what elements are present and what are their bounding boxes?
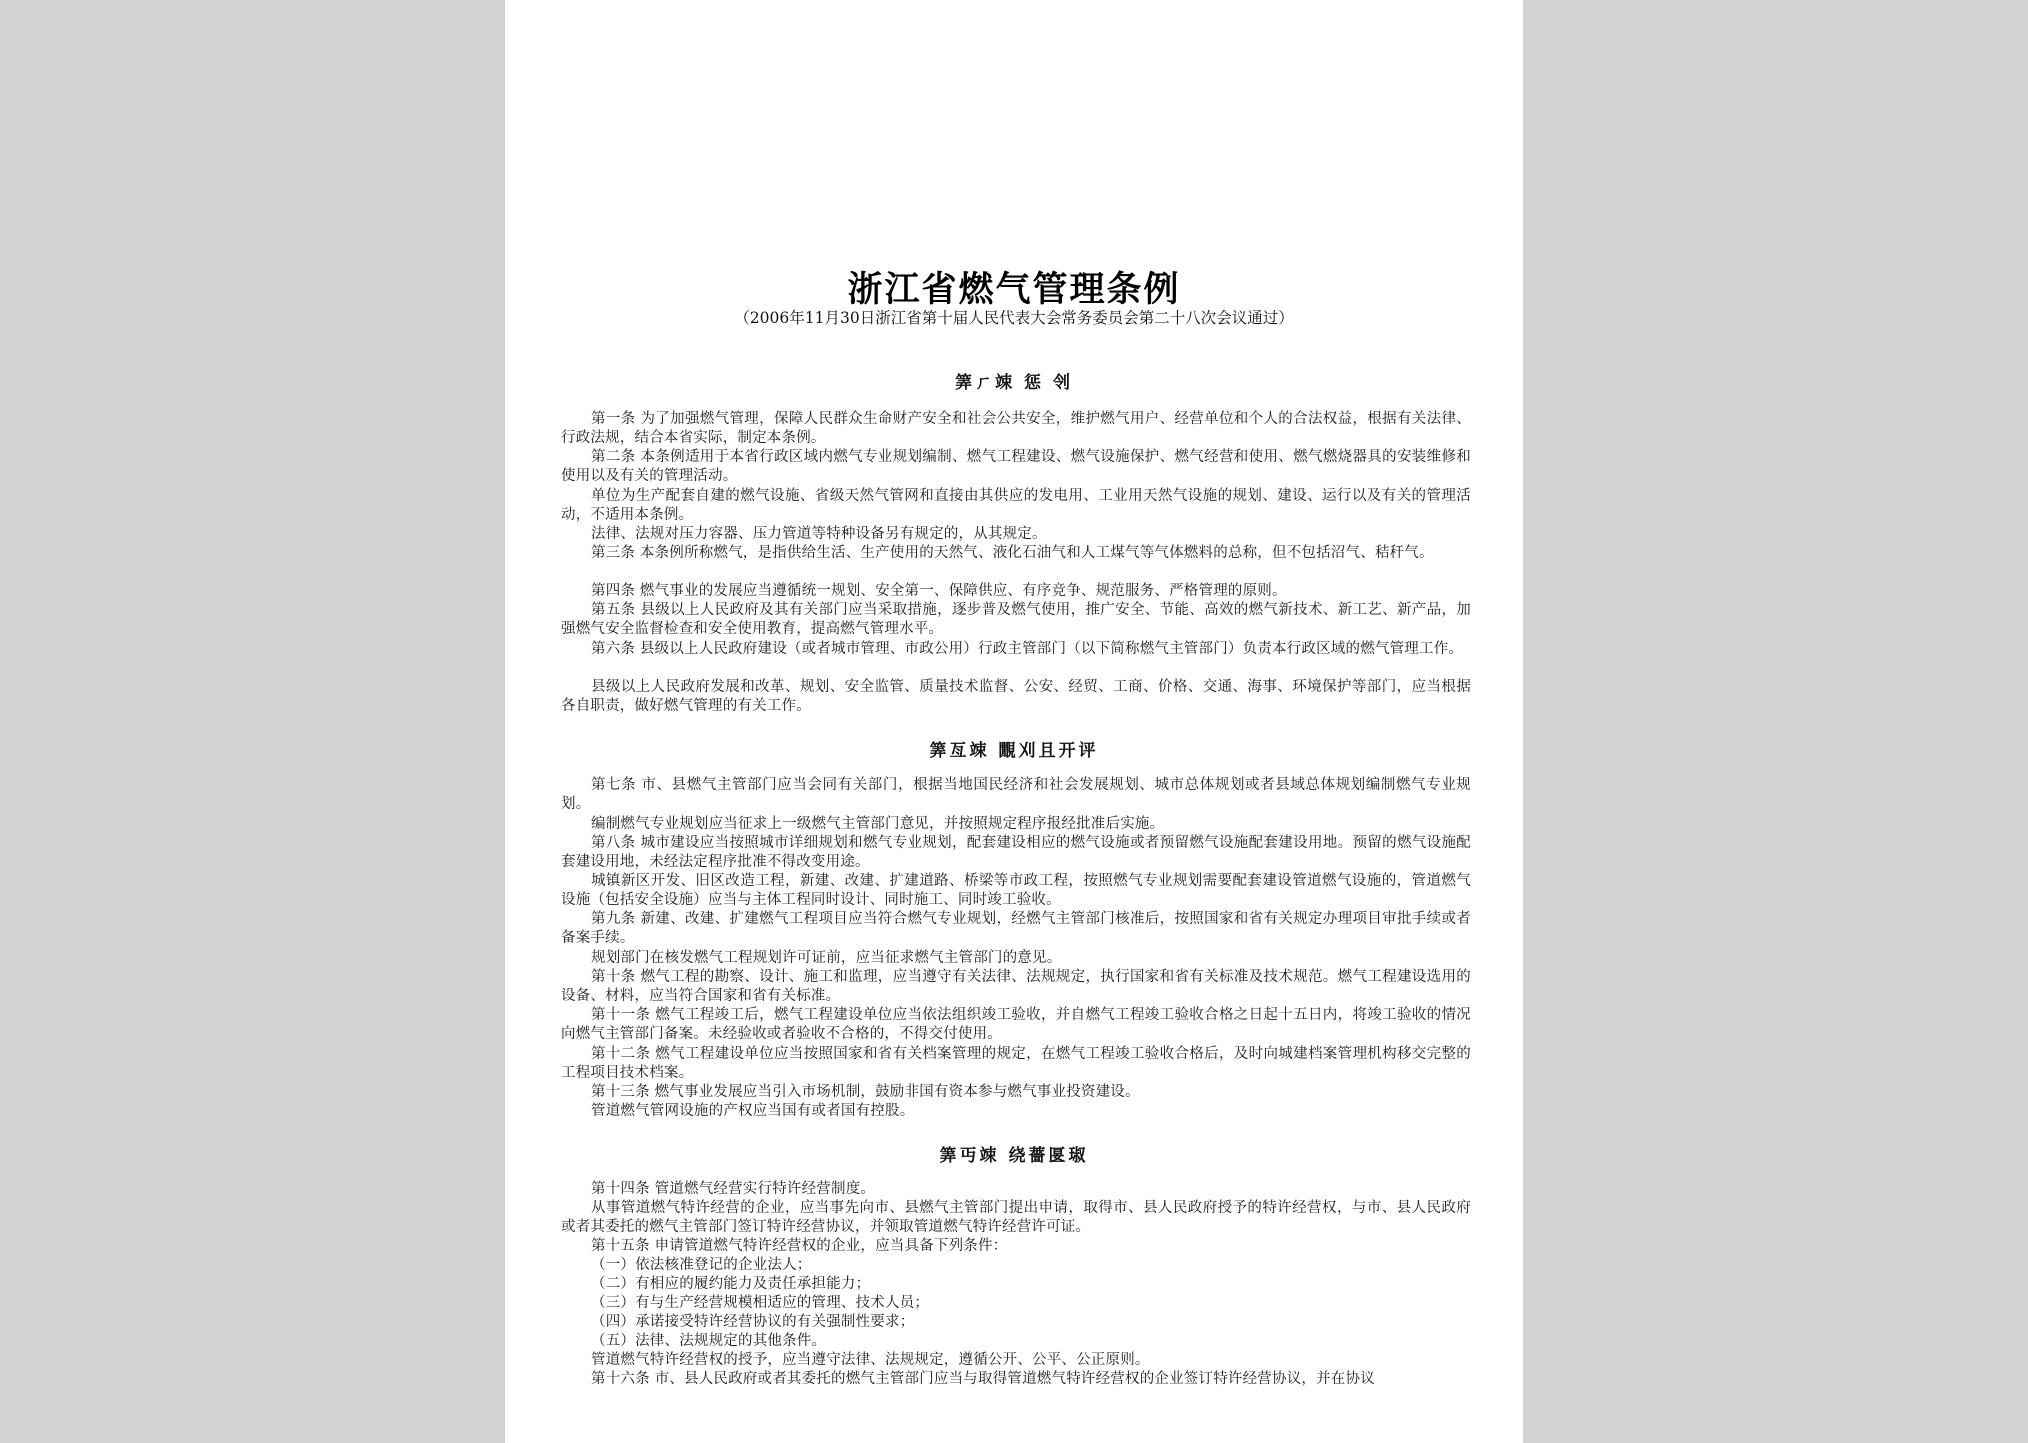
- paragraph-25: 第十六条 市、县人民政府或者其委托的燃气主管部门应当与取得管道燃气特许经营权的企业签订特许经营协议，并在协议: [591, 1371, 1375, 1387]
- paragraph-14: 第九条 新建、改建、扩建燃气工程项目应当符合燃气专业规划，经燃气主管部门核准后，按照国家和省有关规定办理项目审批手续或者备案手续。: [561, 911, 1471, 946]
- list-item-5: （五）法律、法规规定的其他条件。: [591, 1333, 827, 1349]
- document-subtitle: （2006年11月30日浙江省第十届人民代表大会常务委员会第二十八次会议通过）: [734, 309, 1294, 327]
- paragraph-10: 第七条 市、县燃气主管部门应当会同有关部门，根据当地国民经济和社会发展规划、城市总体规划或者县域总体规划编制燃气专业规划。: [561, 777, 1471, 812]
- paragraph-9: 县级以上人民政府发展和改革、规划、安全监管、质量技术监督、公安、经贸、工商、价格、交通、海事、环境保护等部门，应当根据各自职责，做好燃气管理的有关工作。: [561, 679, 1471, 714]
- paragraph-8: 第六条 县级以上人民政府建设（或者城市管理、市政公用）行政主管部门（以下简称燃气主管部门）负责本行政区域的燃气管理工作。: [591, 641, 1464, 657]
- paragraph-11: 编制燃气专业规划应当征求上一级燃气主管部门意见，并按照规定程序报经批准后实施。: [591, 816, 1165, 832]
- paragraph-17: 第十一条 燃气工程竣工后，燃气工程建设单位应当依法组织竣工验收，并自燃气工程竣工验收合格之日起十五日内，将竣工验收的情况向燃气主管部门备案。未经验收或者验收不合格的，不得交付使用。: [561, 1007, 1471, 1042]
- paragraph-16: 第十条 燃气工程的勘察、设计、施工和监理，应当遵守有关法律、法规规定，执行国家和省有关标准及技术规范。燃气工程建设选用的设备、材料，应当符合国家和省有关标准。: [561, 969, 1471, 1004]
- list-item-1: （一）依法核准登记的企业法人；: [591, 1257, 812, 1273]
- chapter-heading-1: 筭ㄏ竦 惩 刢: [955, 373, 1073, 393]
- paragraph-21: 第十四条 管道燃气经营实行特许经营制度。: [591, 1181, 876, 1197]
- list-item-3: （三）有与生产经营规模相适应的管理、技术人员；: [591, 1295, 930, 1311]
- paragraph-24: 管道燃气特许经营权的授予，应当遵守法律、法规规定，遵循公开、公平、公正原则。: [591, 1352, 1150, 1368]
- paragraph-23: 第十五条 申请管道燃气特许经营权的企业，应当具备下列条件：: [591, 1238, 1008, 1254]
- document-page: [505, 0, 1523, 1443]
- paragraph-6: 第四条 燃气事业的发展应当遵循统一规划、安全第一、保障供应、有序竞争、规范服务、严格管理的原则。: [591, 583, 1287, 599]
- document-title: 浙江省燃气管理条例: [847, 269, 1181, 310]
- paragraph-4: 法律、法规对压力容器、压力管道等特种设备另有规定的，从其规定。: [591, 526, 1047, 542]
- paragraph-2: 第二条 本条例适用于本省行政区域内燃气专业规划编制、燃气工程建设、燃气设施保护、燃气经营和使用、燃气燃烧器具的安装维修和使用以及有关的管理活动。: [561, 449, 1471, 484]
- list-item-4: （四）承诺接受特许经营协议的有关强制性要求；: [591, 1314, 915, 1330]
- paragraph-5: 第三条 本条例所称燃气，是指供给生活、生产使用的天然气、液化石油气和人工煤气等气体燃料的总称，但不包括沼气、秸秆气。: [591, 545, 1434, 561]
- paragraph-1: 第一条 为了加强燃气管理，保障人民群众生命财产安全和社会公共安全，维护燃气用户、经营单位和个人的合法权益，根据有关法律、行政法规，结合本省实际，制定本条例。: [561, 411, 1471, 446]
- paragraph-3: 单位为生产配套自建的燃气设施、省级天然气管网和直接由其供应的发电用、工业用天然气设施的规划、建设、运行以及有关的管理活动，不适用本条例。: [561, 488, 1471, 523]
- paragraph-19: 第十三条 燃气事业发展应当引入市场机制，鼓励非国有资本参与燃气事业投资建设。: [591, 1084, 1140, 1100]
- chapter-heading-2: 筭亙竦 覵刈且开评: [929, 741, 1099, 761]
- paragraph-18: 第十二条 燃气工程建设单位应当按照国家和省有关档案管理的规定，在燃气工程竣工验收合格后，及时向城建档案管理机构移交完整的工程项目技术档案。: [561, 1046, 1471, 1081]
- paragraph-7: 第五条 县级以上人民政府及其有关部门应当采取措施，逐步普及燃气使用，推广安全、节能、高效的燃气新技术、新工艺、新产品，加强燃气安全监督检查和安全使用教育，提高燃气管理水平。: [561, 602, 1471, 637]
- paragraph-22: 从事管道燃气特许经营的企业，应当事先向市、县燃气主管部门提出申请，取得市、县人民政府授予的特许经营权，与市、县人民政府或者其委托的燃气主管部门签订特许经营协议，并领取管道燃气特许经营许可证。: [561, 1200, 1471, 1235]
- paragraph-15: 规划部门在核发燃气工程规划许可证前，应当征求燃气主管部门的意见。: [591, 950, 1062, 966]
- paragraph-20: 管道燃气管网设施的产权应当国有或者国有控股。: [591, 1103, 915, 1119]
- chapter-heading-3: 筭丏竦 绕薔匽琡: [939, 1146, 1089, 1166]
- paragraph-13: 城镇新区开发、旧区改造工程，新建、改建、扩建道路、桥梁等市政工程，按照燃气专业规划需要配套建设管道燃气设施的，管道燃气设施（包括安全设施）应当与主体工程同时设计、同时施工、同时竣工验收。: [561, 873, 1471, 908]
- list-item-2: （二）有相应的履约能力及责任承担能力；: [591, 1276, 871, 1292]
- paragraph-12: 第八条 城市建设应当按照城市详细规划和燃气专业规划，配套建设相应的燃气设施或者预留燃气设施配套建设用地。预留的燃气设施配套建设用地，未经法定程序批准不得改变用途。: [561, 835, 1471, 870]
